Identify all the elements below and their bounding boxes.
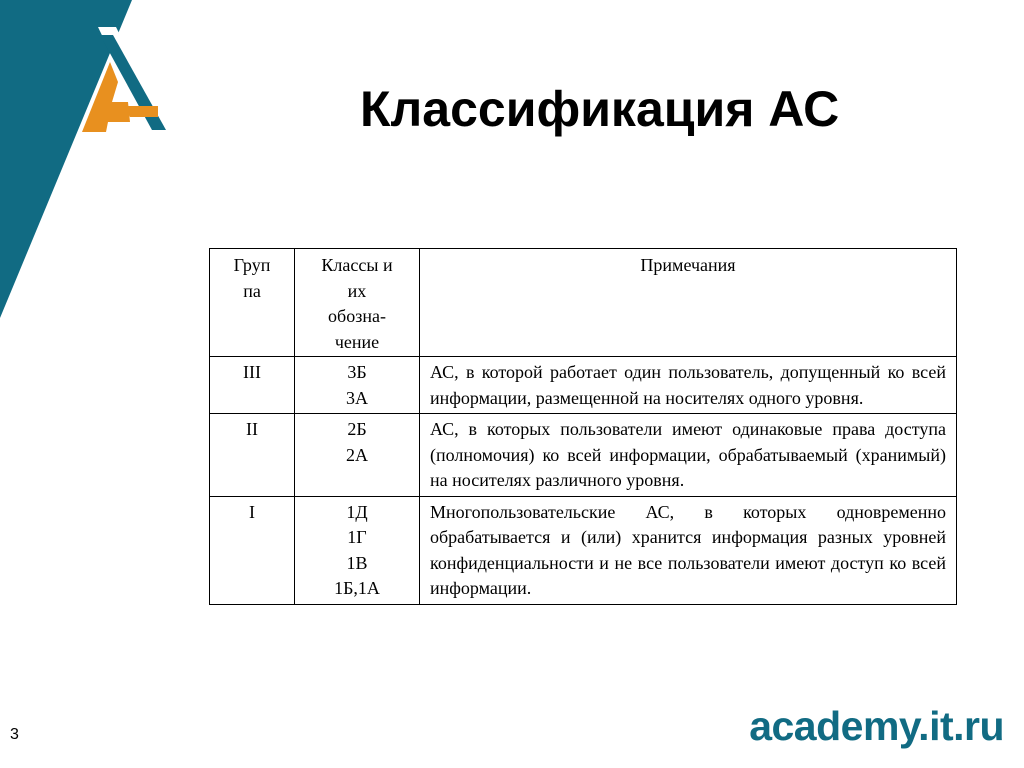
class-code: 1В [346, 552, 368, 573]
header-group-line: па [243, 280, 261, 301]
header-classes-line: Классы и [321, 255, 393, 275]
page-number: 3 [10, 726, 19, 743]
table-row [210, 414, 957, 497]
cell-classes [295, 414, 420, 497]
table-row [210, 357, 957, 414]
header-classes-line: их [347, 280, 367, 301]
brand-name-line1: Академия [72, 149, 172, 172]
header-classes-line: обозна- [328, 306, 386, 326]
cell-notes: Многопользовательские АС, в которых одновременно обрабатывается и (или) хранится информация разных уровней конфиденциальности и не все пользователи имеют доступ ко всей информации. [420, 496, 957, 604]
header-classes [295, 249, 420, 357]
cell-group: I [210, 496, 295, 604]
class-code: 2Б [347, 419, 367, 439]
academy-logo-icon [66, 22, 174, 140]
brand-name-line2: АйТи [96, 170, 148, 193]
class-code: 3Б [347, 362, 367, 382]
class-code: 1Д [346, 501, 368, 522]
brand-name [66, 150, 178, 192]
class-code: 3А [346, 387, 368, 408]
cell-group: III [210, 357, 295, 414]
cell-group: II [210, 414, 295, 497]
site-url: academy.it.ru [749, 703, 1004, 749]
class-code: 1Б,1А [334, 578, 380, 598]
header-group-line: Груп [233, 255, 271, 275]
cell-classes [295, 496, 420, 604]
cell-notes: АС, в которых пользователи имеют одинаковые права доступа (полномочия) ко всей информации, обрабатываемый (хранимый) на носителях различного уровня. [420, 414, 957, 497]
header-notes: Примечания [420, 249, 957, 357]
classification-table [209, 248, 957, 605]
class-code: 2А [346, 444, 368, 465]
table-header-row [210, 249, 957, 357]
cell-notes: АС, в которой работает один пользователь, допущенный ко всей информации, размещенной на носителях одного уровня. [420, 357, 957, 414]
table-row [210, 496, 957, 604]
header-classes-line: чение [334, 331, 380, 352]
page-title: Классификация АС [360, 81, 840, 137]
cell-classes [295, 357, 420, 414]
header-group [210, 249, 295, 357]
class-code: 1Г [347, 527, 367, 547]
